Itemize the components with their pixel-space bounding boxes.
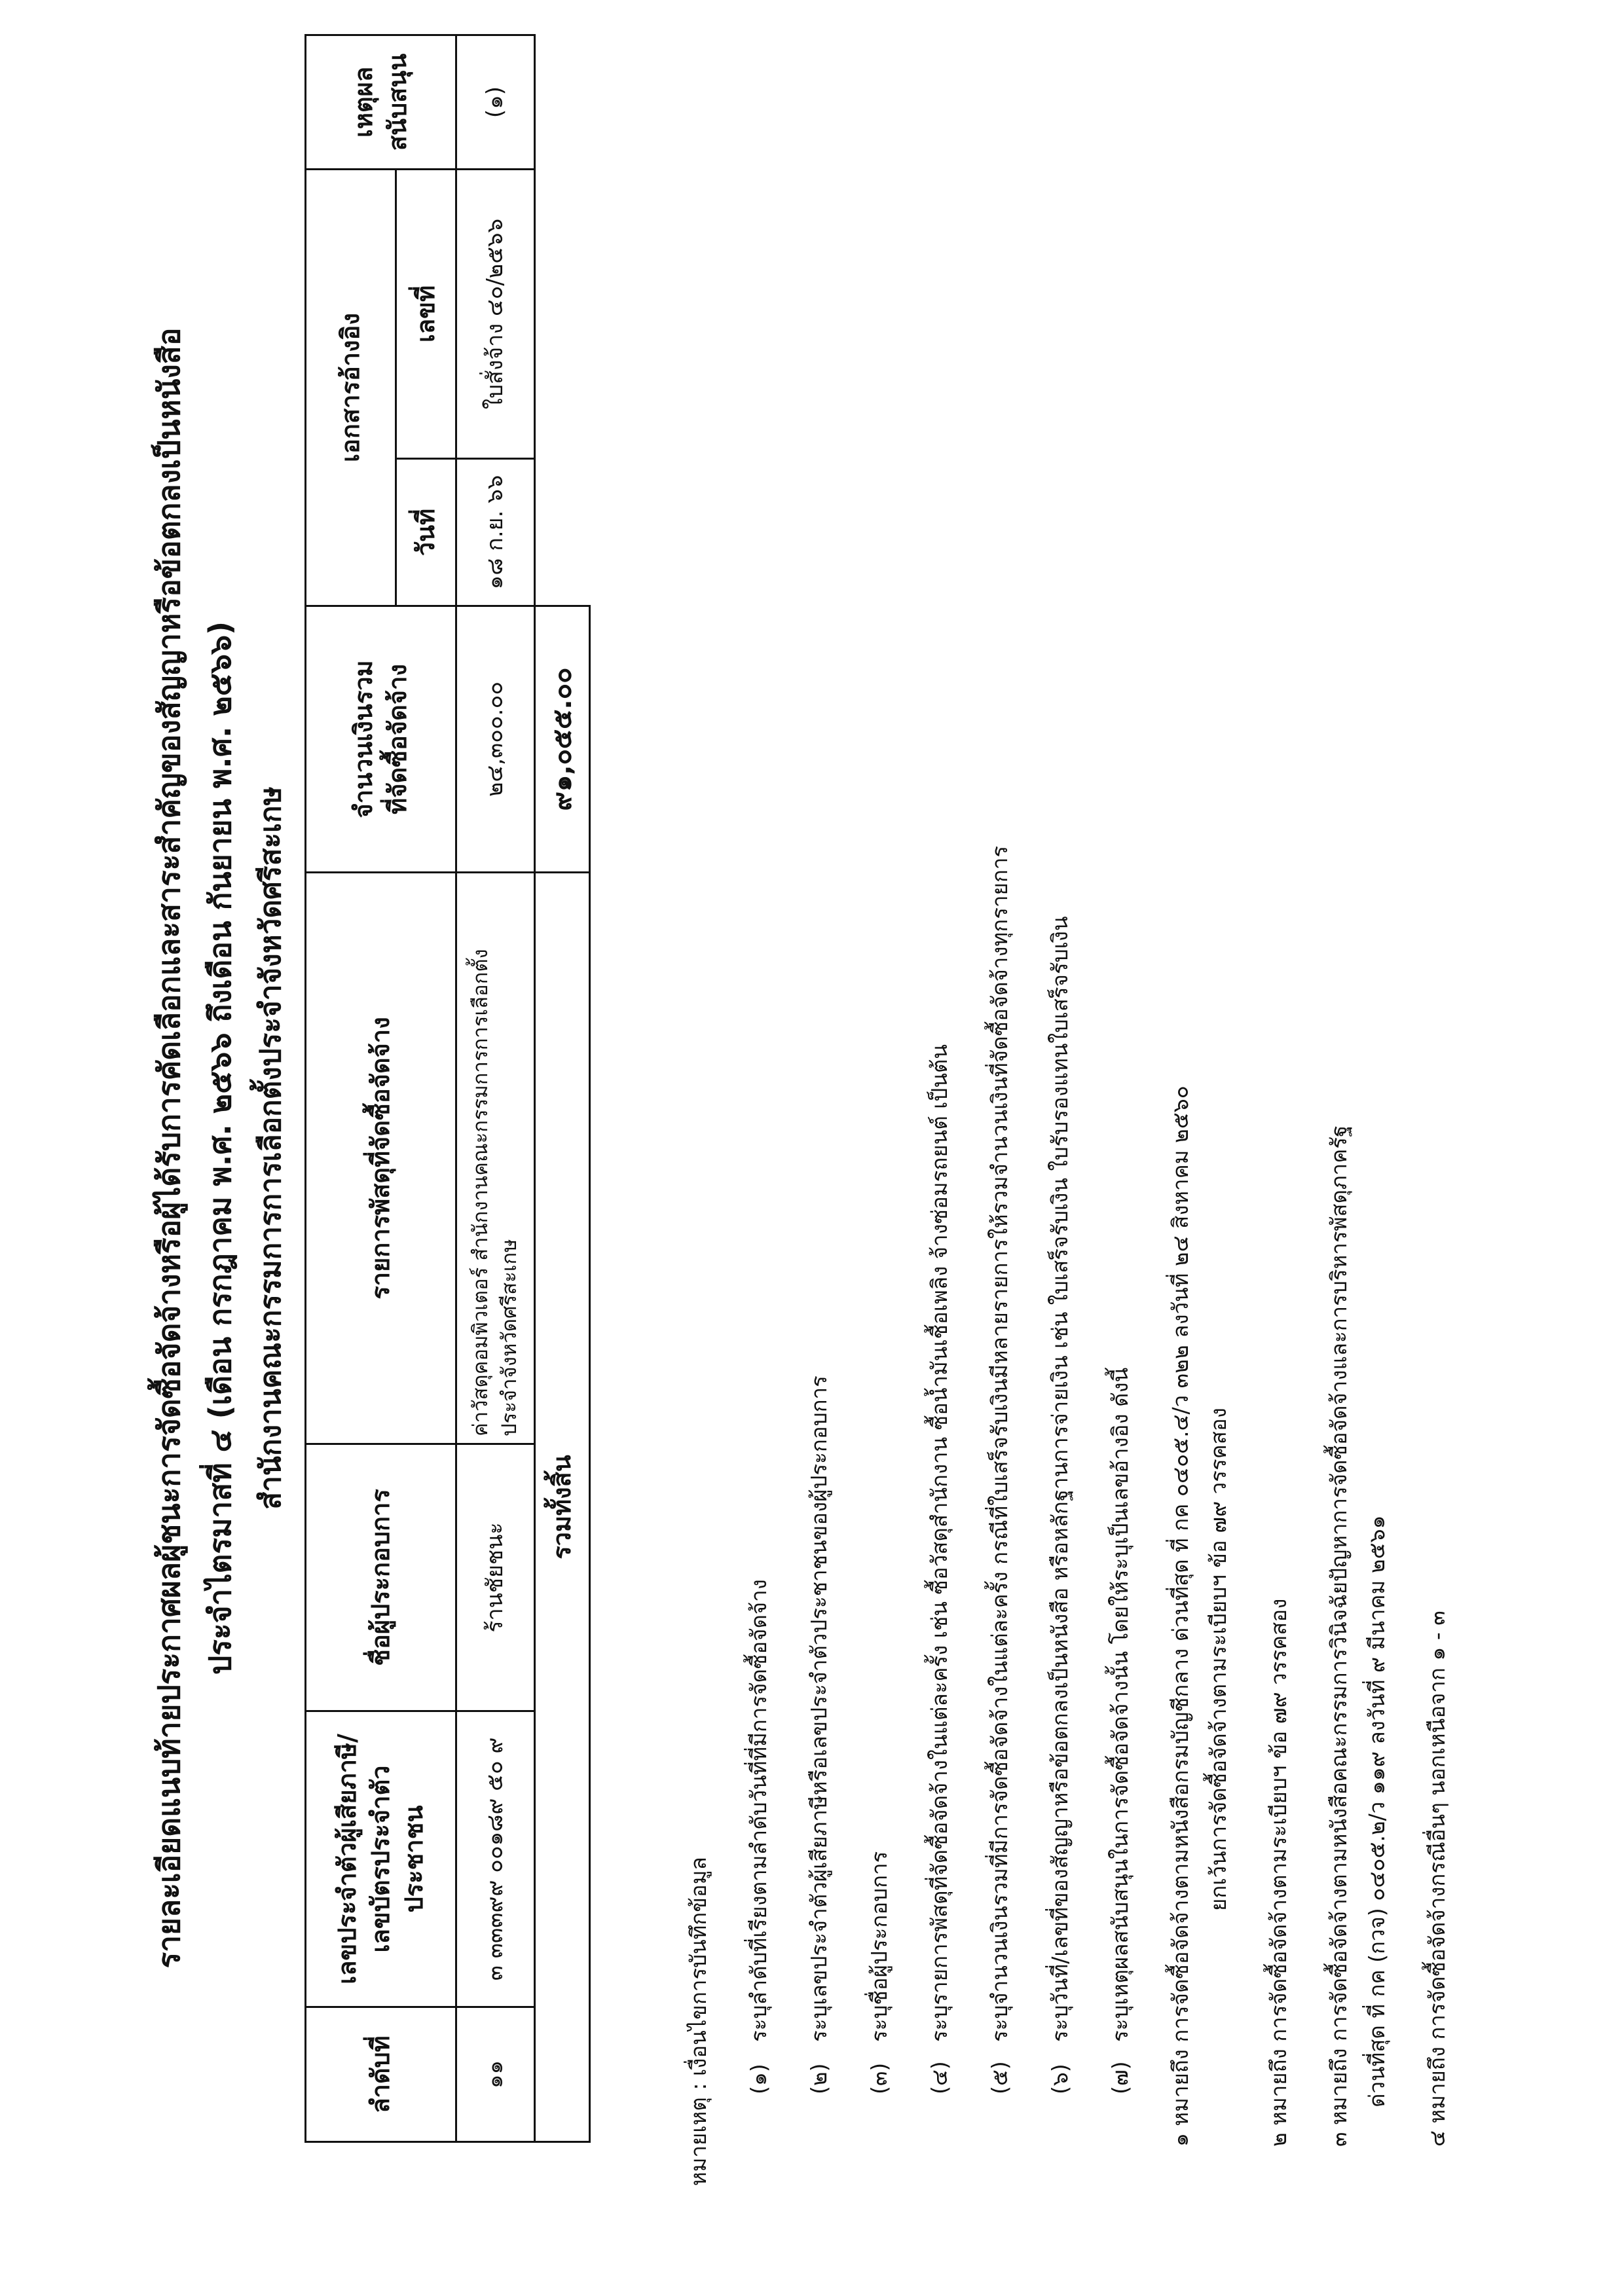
header-amount: [306, 606, 456, 873]
note-text: ระบุรายการพัสดุที่จัดซื้อจัดจ้างในแต่ละครั้ง เช่น ซื้อวัสดุสำนักงาน ซื้อน้ำมันเชื้อเพลิง จ้างซ่อมรถยนต์ เป็นต้น: [927, 1044, 952, 2042]
total-row: [535, 35, 590, 2142]
header-amount-line1: จำนวนเงินรวม: [349, 660, 378, 818]
header-reason: [306, 35, 456, 170]
note-num: (๒): [806, 2063, 832, 2094]
note-ref-1: ๑ หมายถึง การจัดซื้อจัดจ้างตามหนังสือกรมบัญชีกลาง ด่วนที่สุด ที่ กค ๐๔๐๕.๔/ว ๓๒๒ ลงวันที่ ๒๔ สิงหาคม ๒๕๖๐: [1168, 1085, 1193, 2147]
note-text: ระบุจำนวนเงินรวมที่มีการจัดซื้อจัดจ้างในแต่ละครั้ง กรณีที่ใบเสร็จรับเงินมีหลายรายการให้รวมจำนวนเงินที่จัดซื้อจัดจ้างทุกรายการ: [987, 845, 1012, 2042]
cell-taxid: ๓ ๓๓๓๙๙ ๐๐๑๘๙ ๕๐ ๙: [456, 1711, 535, 2007]
header-ref-date: วันที่: [396, 459, 456, 606]
note-num: (๓): [866, 2062, 892, 2094]
header-item: รายการพัสดุที่จัดซื้อจัดจ้าง: [306, 873, 456, 1444]
note-ref-4: ๔ หมายถึง การจัดซื้อจัดจ้างกรณีอื่นๆ นอกเหนือจาก ๑ - ๓: [1424, 1611, 1450, 2147]
cell-reason: (๑): [456, 35, 535, 170]
cell-item-line2: ประจำจังหวัดศรีสะเกษ: [497, 1239, 521, 1436]
notes-heading: หมายเหตุ : เงื่อนไขการบันทึกข้อมูล: [686, 1857, 711, 2186]
header-seq: ลำดับที่: [306, 2007, 456, 2142]
note-ref-3: ๓ หมายถึง การจัดซื้อจัดจ้างตามหนังสือคณะกรรมการวินิจฉัยปัญหาการจัดซื้อจัดจ้างและการบริหารพัสดุภาครัฐ: [1326, 1125, 1352, 2147]
note-num: (๖): [1047, 2064, 1073, 2094]
note-ref-3-cont: ด่วนที่สุด ที่ กค (กวจ) ๐๔๐๕.๒/ว ๑๑๙ ลงวันที่ ๙ มีนาคม ๒๕๖๑: [1364, 1515, 1390, 2107]
note-item-3: [868, 846, 929, 2186]
note-num: (๔): [927, 2061, 952, 2094]
note-text: ระบุเหตุผลสนับสนุนในการจัดซื้อจัดจ้างนั้น โดยให้ระบุเป็นเลขอ้างอิง ดังนี้: [1107, 1367, 1133, 2042]
note-item-2: [808, 846, 868, 2186]
header-taxid-line2: เลขบัตรประจำตัวประชาชน: [365, 1765, 429, 1953]
note-item-5: [989, 846, 1049, 2186]
header-reason-line1: เหตุผล: [349, 66, 378, 138]
header-taxid-line1: เลขประจำตัวผู้เสียภาษี/: [332, 1734, 361, 1984]
header-reason-line2: สนับสนุน: [382, 53, 412, 151]
document-title: รายละเอียดแนบท้ายประกาศผลผู้ชนะการจัดซื้อจัดจ้างหรือผู้ได้รับการคัดเลือกและสาระสำคัญของสัญญาหรือข้อตกลงเป็นหนังสือ: [151, 327, 187, 1969]
cell-item: [456, 873, 535, 1444]
cell-seq: ๑๑: [456, 2007, 535, 2142]
cell-item-line1: ค่าวัสดุคอมพิวเตอร์ สำนักงานคณะกรรมการการเลือกตั้ง: [469, 949, 493, 1436]
total-amount: ๙๑,๐๕๕.๐๐: [535, 606, 590, 873]
header-ref-no: เลขที่: [396, 170, 456, 459]
cell-amount: ๒๔,๓๐๐.๐๐: [456, 606, 535, 873]
cell-vendor: ร้านชัยชนะ: [456, 1444, 535, 1711]
cell-ref-date: ๑๘ ก.ย. ๖๖: [456, 459, 535, 606]
note-text: ระบุเลขประจำตัวผู้เสียภาษีหรือเลขประจำตัวประชาชนของผู้ประกอบการ: [806, 1376, 832, 2042]
cell-ref-no: ใบสั่งจ้าง ๔๐/๒๕๖๖: [456, 170, 535, 459]
note-ref-2: ๒ หมายถึง การจัดซื้อจัดจ้างตามระเบียบฯ ข้อ ๗๙ วรรคสอง: [1266, 1598, 1291, 2147]
note-num: (๕): [987, 2061, 1012, 2094]
table-row: [456, 35, 535, 2142]
document-period: ประจำไตรมาสที่ ๔ (เดือน กรกฎาคม พ.ศ. ๒๕๖๖ ถึงเดือน กันยายน พ.ศ. ๒๕๖๖): [202, 621, 238, 1675]
note-num: (๑): [746, 2064, 771, 2094]
header-taxid: [306, 1711, 456, 2007]
note-item-1: [748, 846, 808, 2186]
note-text: ระบุชื่อผู้ประกอบการ: [866, 1851, 892, 2042]
header-amount-line2: ที่จัดซื้อจัดจ้าง: [382, 664, 412, 814]
note-text: ระบุลำดับที่เรียงตามลำดับวันที่ที่มีการจัดซื้อจัดจ้าง: [746, 1579, 771, 2042]
header-vendor: ชื่อผู้ประกอบการ: [306, 1444, 456, 1711]
header-ref-docs: เอกสารอ้างอิง: [306, 170, 396, 606]
document-office: สำนักงานคณะกรรมการการเลือกตั้งประจำจังหวัดศรีสะเกษ: [254, 786, 287, 1510]
total-label: รวมทั้งสิ้น: [535, 873, 590, 2142]
note-text: ระบุวันที่/เลขที่ของสัญญาหรือข้อตกลงเป็นหนังสือ หรือหลักฐานการจ่ายเงิน เช่น ใบเสร็จรับเงิน ใบรับรองแทนใบเสร็จรับเงิน: [1047, 916, 1073, 2042]
note-item-4: [929, 846, 989, 2186]
note-ref-1-cont: ยกเว้นการจัดซื้อจัดจ้างตามระเบียบฯ ข้อ ๗๙ วรรคสอง: [1206, 1408, 1231, 1911]
procurement-table: [304, 34, 591, 2143]
note-item-6: [1049, 846, 1109, 2186]
notes-section: [688, 846, 1486, 2186]
note-num: (๗): [1107, 2061, 1133, 2094]
note-item-7: [1109, 846, 1170, 2186]
